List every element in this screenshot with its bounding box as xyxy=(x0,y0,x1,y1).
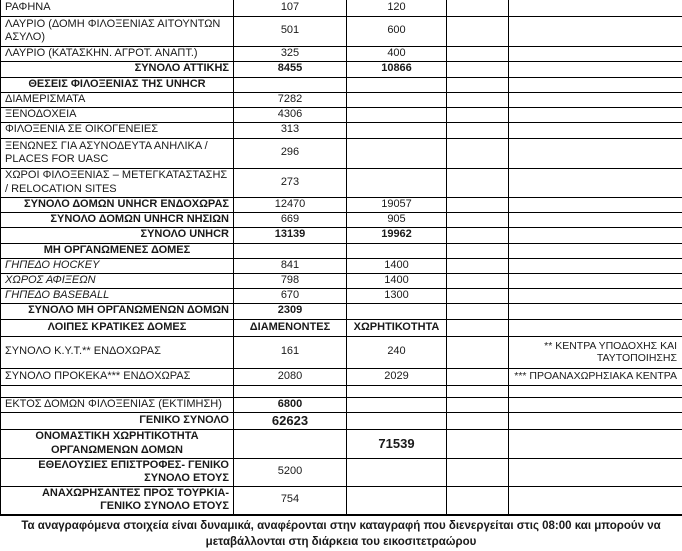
cell-note xyxy=(509,212,682,227)
table-row-total-unhcr-islands xyxy=(1,212,682,227)
cell-empty xyxy=(447,212,509,227)
table-row-section-unorganized xyxy=(1,243,682,258)
table-row-kyt xyxy=(1,336,682,368)
cell-capacity xyxy=(347,122,447,138)
table-row-grand-total xyxy=(1,412,682,429)
cell-residents: 13139 xyxy=(234,227,347,243)
cell-empty xyxy=(447,107,509,122)
cell-empty xyxy=(447,77,509,92)
cell-label: ΣΥΝΟΛΟ Κ.Υ.Τ.** ΕΝΔΟΧΩΡΑΣ xyxy=(1,336,234,368)
table-row-section-unhcr xyxy=(1,77,682,92)
cell-empty xyxy=(447,458,509,486)
cell-capacity: 1400 xyxy=(347,273,447,288)
cell-empty xyxy=(447,258,509,273)
cell-note xyxy=(509,77,682,92)
cell-note xyxy=(509,397,682,412)
cell-note xyxy=(509,273,682,288)
cell-note xyxy=(509,138,682,168)
cell-empty xyxy=(447,486,509,514)
table-row-total-unhcr-mainland xyxy=(1,197,682,212)
cell-label: ΓΗΠΕΔΟ BASEBALL xyxy=(1,288,234,303)
cell-capacity: 19057 xyxy=(347,197,447,212)
cell-capacity: 1300 xyxy=(347,288,447,303)
cell-empty xyxy=(509,385,682,397)
cell-empty xyxy=(447,385,509,397)
cell-capacity xyxy=(347,458,447,486)
cell-residents: 325 xyxy=(234,46,347,61)
cell-note xyxy=(509,168,682,197)
table-row-prokeka xyxy=(1,368,682,385)
footer-disclaimer-line2: μεταβάλλονται στη διάρκεια του εικοσιτετραώρου xyxy=(0,534,682,551)
cell-note xyxy=(509,227,682,243)
cell-label: ΛΟΙΠΕΣ ΚΡΑΤΙΚΕΣ ΔΟΜΕΣ xyxy=(1,319,234,336)
cell-empty xyxy=(447,197,509,212)
cell-empty xyxy=(447,16,509,46)
cell-label: ΓΗΠΕΔΟ HOCKEY xyxy=(1,258,234,273)
table-row xyxy=(1,0,682,16)
cell-empty xyxy=(234,385,347,397)
cell-capacity: 400 xyxy=(347,46,447,61)
cell-note xyxy=(509,197,682,212)
cell-residents: 841 xyxy=(234,258,347,273)
cell-capacity: 2029 xyxy=(347,368,447,385)
cell-residents: 2080 xyxy=(234,368,347,385)
cell-capacity xyxy=(347,243,447,258)
cell-label: ΘΕΣΕΙΣ ΦΙΛΟΞΕΝΙΑΣ ΤΗΣ UNHCR xyxy=(1,77,234,92)
cell-label: ΡΑΦΗΝΑ xyxy=(1,0,234,16)
cell-label: ΣΥΝΟΛΟ UNHCR xyxy=(1,227,234,243)
cell-capacity: 10866 xyxy=(347,61,447,77)
cell-note xyxy=(509,458,682,486)
cell-capacity xyxy=(347,138,447,168)
cell-residents: 7282 xyxy=(234,92,347,107)
cell-capacity: 905 xyxy=(347,212,447,227)
cell-note xyxy=(509,303,682,319)
cell-residents xyxy=(234,429,347,458)
cell-note xyxy=(509,319,682,336)
cell-empty xyxy=(447,303,509,319)
table-row-spacer xyxy=(1,385,682,397)
cell-empty xyxy=(447,92,509,107)
table-row-total-unorganized xyxy=(1,303,682,319)
cell-residents: 161 xyxy=(234,336,347,368)
cell-note xyxy=(509,243,682,258)
cell-capacity: 120 xyxy=(347,0,447,16)
table-row-departed-turkey xyxy=(1,486,682,514)
cell-residents: 62623 xyxy=(234,412,347,429)
cell-label: ΣΥΝΟΛΟ ΔΟΜΩΝ UNHCR ΝΗΣΙΩΝ xyxy=(1,212,234,227)
table-row-voluntary-returns xyxy=(1,458,682,486)
cell-empty xyxy=(447,429,509,458)
cell-note xyxy=(509,288,682,303)
footer-disclaimer-line1: Τα αναγραφόμενα στοιχεία είναι δυναμικά, αναφέρονται στην καταγραφή που διενεργείται στις 08:00 και μπορούν να xyxy=(0,518,682,535)
cell-residents: 5200 xyxy=(234,458,347,486)
table-row xyxy=(1,138,682,168)
table-row-total-attiki xyxy=(1,61,682,77)
cell-empty xyxy=(1,385,234,397)
table-row-header-state-facilities xyxy=(1,319,682,336)
cell-residents: 296 xyxy=(234,138,347,168)
cell-empty xyxy=(447,138,509,168)
cell-label: ΣΥΝΟΛΟ ΜΗ ΟΡΓΑΝΩΜΕΝΩΝ ΔΟΜΩΝ xyxy=(1,303,234,319)
table-row xyxy=(1,46,682,61)
footer-disclaimer xyxy=(0,515,682,551)
cell-label: ΧΩΡΟΣ ΑΦΙΞΕΩΝ xyxy=(1,273,234,288)
cell-empty xyxy=(447,336,509,368)
cell-capacity xyxy=(347,303,447,319)
cell-residents: 8455 xyxy=(234,61,347,77)
cell-note xyxy=(509,412,682,429)
cell-empty xyxy=(447,368,509,385)
table-row xyxy=(1,16,682,46)
table-row xyxy=(1,258,682,273)
cell-residents: 798 xyxy=(234,273,347,288)
cell-label: ΟΝΟΜΑΣΤΙΚΗ ΧΩΡΗΤΙΚΟΤΗΤΑ ΟΡΓΑΝΩΜΕΝΩΝ ΔΟΜΩΝ xyxy=(1,429,234,458)
cell-residents: 6800 xyxy=(234,397,347,412)
cell-empty xyxy=(447,288,509,303)
cell-residents: 4306 xyxy=(234,107,347,122)
cell-residents xyxy=(234,243,347,258)
cell-capacity xyxy=(347,397,447,412)
cell-empty xyxy=(447,273,509,288)
cell-capacity: 71539 xyxy=(347,429,447,458)
cell-capacity xyxy=(347,92,447,107)
cell-note: *** ΠΡΟΑΝΑΧΩΡΗΣΙΑΚΑ ΚΕΝΤΡΑ xyxy=(509,368,682,385)
cell-empty xyxy=(447,412,509,429)
cell-empty xyxy=(447,397,509,412)
table-row xyxy=(1,168,682,197)
cell-label: ΕΚΤΟΣ ΔΟΜΩΝ ΦΙΛΟΞΕΝΙΑΣ (ΕΚΤΙΜΗΣΗ) xyxy=(1,397,234,412)
cell-label: ΧΩΡΟΙ ΦΙΛΟΞΕΝΙΑΣ – ΜΕΤΕΓΚΑΤΑΣΤΑΣΗΣ / RELOCATION SITES xyxy=(1,168,234,197)
cell-note xyxy=(509,258,682,273)
cell-residents: 670 xyxy=(234,288,347,303)
cell-capacity xyxy=(347,168,447,197)
cell-capacity: 600 xyxy=(347,16,447,46)
cell-empty xyxy=(447,168,509,197)
cell-label: ΓΕΝΙΚΟ ΣΥΝΟΛΟ xyxy=(1,412,234,429)
cell-label: ΛΑΥΡΙΟ (ΚΑΤΑΣΚΗΝ. ΑΓΡΟΤ. ΑΝΑΠΤ.) xyxy=(1,46,234,61)
cell-capacity xyxy=(347,486,447,514)
cell-capacity: 240 xyxy=(347,336,447,368)
cell-label: ΜΗ ΟΡΓΑΝΩΜΕΝΕΣ ΔΟΜΕΣ xyxy=(1,243,234,258)
table-row xyxy=(1,122,682,138)
cell-capacity: 19962 xyxy=(347,227,447,243)
cell-label: ΦΙΛΟΞΕΝΙΑ ΣΕ ΟΙΚΟΓΕΝΕΙΕΣ xyxy=(1,122,234,138)
cell-note xyxy=(509,0,682,16)
table-row-outside-facilities xyxy=(1,397,682,412)
cell-residents-header: ΔΙΑΜΕΝΟΝΤΕΣ xyxy=(234,319,347,336)
table-row-nominal-capacity xyxy=(1,429,682,458)
cell-empty xyxy=(447,227,509,243)
cell-capacity xyxy=(347,77,447,92)
cell-note xyxy=(509,61,682,77)
cell-residents: 273 xyxy=(234,168,347,197)
cell-note xyxy=(509,92,682,107)
cell-empty xyxy=(447,61,509,77)
cell-residents: 107 xyxy=(234,0,347,16)
table-row-total-unhcr xyxy=(1,227,682,243)
cell-empty xyxy=(447,122,509,138)
cell-label: ΣΥΝΟΛΟ ΔΟΜΩΝ UNHCR ΕΝΔΟΧΩΡΑΣ xyxy=(1,197,234,212)
cell-empty xyxy=(447,0,509,16)
cell-capacity xyxy=(347,412,447,429)
table-row xyxy=(1,92,682,107)
cell-residents: 669 xyxy=(234,212,347,227)
cell-residents: 754 xyxy=(234,486,347,514)
cell-note xyxy=(509,16,682,46)
cell-note xyxy=(509,486,682,514)
cell-residents: 501 xyxy=(234,16,347,46)
cell-label: ΣΥΝΟΛΟ ΠΡΟΚΕΚΑ*** ΕΝΔΟΧΩΡΑΣ xyxy=(1,368,234,385)
cell-capacity xyxy=(347,107,447,122)
table-row xyxy=(1,288,682,303)
cell-label: ΛΑΥΡΙΟ (ΔΟΜΗ ΦΙΛΟΞΕΝΙΑΣ ΑΙΤΟΥΝΤΩΝ ΑΣΥΛΟ) xyxy=(1,16,234,46)
cell-label: ΕΘΕΛΟΥΣΙΕΣ ΕΠΙΣΤΡΟΦΕΣ- ΓΕΝΙΚΟ ΣΥΝΟΛΟ ΕΤΟΥΣ xyxy=(1,458,234,486)
table-row xyxy=(1,107,682,122)
cell-label: ΔΙΑΜΕΡΙΣΜΑΤΑ xyxy=(1,92,234,107)
cell-label: ΑΝΑΧΩΡΗΣΑΝΤΕΣ ΠΡΟΣ ΤΟΥΡΚΙΑ- ΓΕΝΙΚΟ ΣΥΝΟΛΟ ΕΤΟΥΣ xyxy=(1,486,234,514)
cell-empty xyxy=(447,319,509,336)
table-row xyxy=(1,273,682,288)
cell-empty xyxy=(447,46,509,61)
cell-residents: 12470 xyxy=(234,197,347,212)
cell-label: ΞΕΝΟΔΟΧΕΙΑ xyxy=(1,107,234,122)
cell-empty xyxy=(447,243,509,258)
cell-residents: 313 xyxy=(234,122,347,138)
cell-residents xyxy=(234,77,347,92)
cell-note xyxy=(509,107,682,122)
cell-note: ** ΚΕΝΤΡΑ ΥΠΟΔΟΧΗΣ ΚΑΙ ΤΑΥΤΟΠΟΙΗΣΗΣ xyxy=(509,336,682,368)
cell-label: ΞΕΝΩΝΕΣ ΓΙΑ ΑΣΥΝΟΔΕΥΤΑ ΑΝΗΛΙΚΑ / PLACES FOR UASC xyxy=(1,138,234,168)
cell-label: ΣΥΝΟΛΟ ΑΤΤΙΚΗΣ xyxy=(1,61,234,77)
cell-note xyxy=(509,122,682,138)
cell-note xyxy=(509,46,682,61)
cell-residents: 2309 xyxy=(234,303,347,319)
cell-capacity-header: ΧΩΡΗΤΙΚΟΤΗΤΑ xyxy=(347,319,447,336)
cell-empty xyxy=(347,385,447,397)
cell-capacity: 1400 xyxy=(347,258,447,273)
cell-note xyxy=(509,429,682,458)
